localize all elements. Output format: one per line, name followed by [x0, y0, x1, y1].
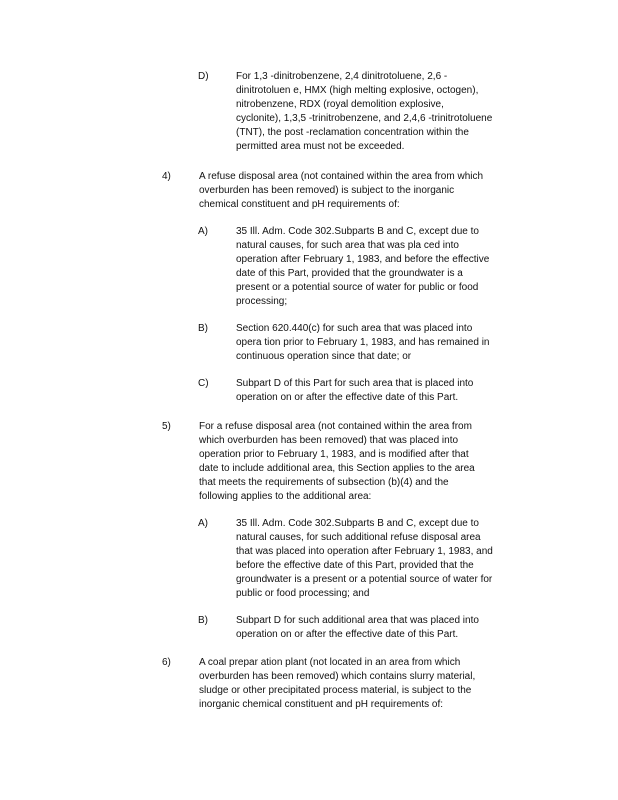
paragraph-text	[199, 420, 529, 504]
text-line: operation prior to February 1, 1983, and is modified after that	[199, 449, 469, 460]
text-line: overburden has been removed) is subject to the inorganic	[199, 185, 455, 196]
text-line: 35 Ill. Adm. Code 302.Subparts B and C, except due to	[236, 518, 479, 529]
text-line: 35 Ill. Adm. Code 302.Subparts B and C, except due to	[236, 226, 479, 237]
text-line: continuous operation since that date; or	[236, 351, 412, 362]
text-line: following applies to the additional area:	[199, 491, 372, 502]
item-label: 4)	[162, 171, 171, 182]
text-line: before the effective date of this Part, provided that the	[236, 560, 474, 571]
paragraph-text	[236, 225, 586, 309]
text-line: permitted area must not be exceeded.	[236, 141, 405, 152]
text-line: sludge or other precipitated process material, is subject to the	[199, 685, 472, 696]
text-line: chemical constituent and pH requirements of:	[199, 199, 400, 210]
text-line: which overburden has been removed) that was placed into	[199, 435, 459, 446]
paragraph-text	[236, 322, 586, 364]
item-label: 6)	[162, 657, 171, 668]
text-line: nitrobenzene, RDX (royal demolition explosive,	[236, 99, 444, 110]
text-line: A coal prepar ation plant (not located in an area from which	[199, 657, 461, 668]
text-line: inorganic chemical constituent and pH requirements of:	[199, 699, 444, 710]
paragraph-text	[236, 70, 586, 154]
text-line: processing;	[236, 296, 288, 307]
text-line: groundwater is a present or a potential source of water for	[236, 574, 493, 585]
paragraph-text	[236, 377, 586, 405]
text-line: dinitrotoluen e, HMX (high melting explosive, octogen),	[236, 85, 479, 96]
item-label: A)	[198, 226, 208, 237]
text-line: Subpart D for such additional area that was placed into	[236, 615, 479, 626]
text-line: Subpart D of this Part for such area that is placed into	[236, 378, 474, 389]
text-line: date of this Part, provided that the groundwater is a	[236, 268, 463, 279]
item-label: 5)	[162, 421, 171, 432]
text-line: overburden has been removed) which contains slurry material,	[199, 671, 476, 682]
item-label: A)	[198, 518, 208, 529]
item-label: C)	[198, 378, 209, 389]
text-line: For 1,3 -dinitrobenzene, 2,4 dinitrotoluene, 2,6 -	[236, 71, 448, 82]
item-label: D)	[198, 71, 209, 82]
paragraph-text	[236, 517, 586, 601]
text-line: natural causes, for such area that was pla ced into	[236, 240, 459, 251]
text-line: Section 620.440(c) for such area that was placed into	[236, 323, 473, 334]
text-line: public or food processing; and	[236, 588, 370, 599]
paragraph-text	[236, 614, 586, 642]
text-line: natural causes, for such additional refuse disposal area	[236, 532, 481, 543]
text-line: For a refuse disposal area (not contained within the area from	[199, 421, 472, 432]
text-line: that was placed into operation after February 1, 1983, and	[236, 546, 493, 557]
text-line: present or a potential source of water for public or food	[236, 282, 479, 293]
text-line: operation on or after the effective date of this Part.	[236, 629, 459, 640]
text-line: (TNT), the post -reclamation concentration within the	[236, 127, 469, 138]
text-line: operation after February 1, 1983, and before the effective	[236, 254, 490, 265]
item-label: B)	[198, 615, 208, 626]
text-line: date to include additional area, this Section applies to the area	[199, 463, 475, 474]
text-line: opera tion prior to February 1, 1983, and has remained in	[236, 337, 490, 348]
text-line: A refuse disposal area (not contained within the area from which	[199, 171, 484, 182]
text-line: that meets the requirements of subsection (b)(4) and the	[199, 477, 449, 488]
item-label: B)	[198, 323, 208, 334]
text-line: cyclonite), 1,3,5 -trinitrobenzene, and 2,4,6 -trinitrotoluene	[236, 113, 493, 124]
paragraph-text	[199, 656, 529, 712]
paragraph-text	[199, 170, 529, 212]
text-line: operation on or after the effective date of this Part.	[236, 392, 459, 403]
